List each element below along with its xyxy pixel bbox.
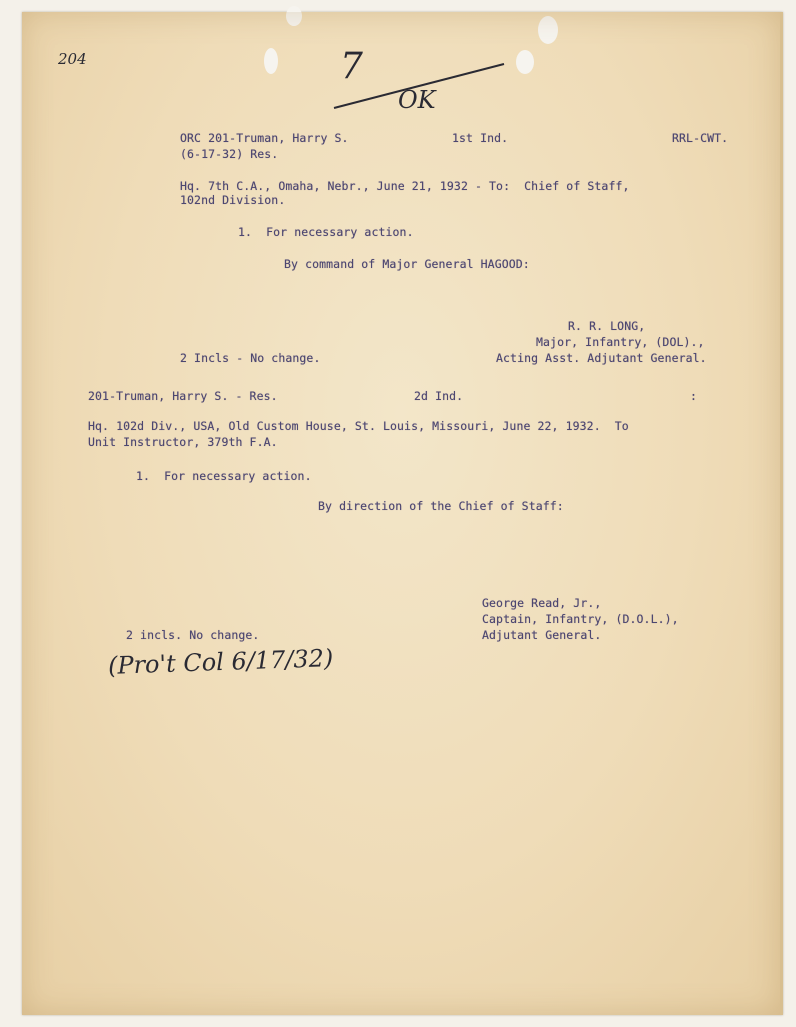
first-ind-signature-name: R. R. LONG,: [568, 319, 646, 333]
second-ind-signature-title: Adjutant General.: [482, 628, 602, 642]
first-ind-enclosures: 2 Incls - No change.: [180, 351, 321, 365]
annotation-number: 7: [340, 46, 363, 87]
document-page: [22, 12, 783, 1015]
second-ind-heading-line1: Hq. 102d Div., USA, Old Custom House, St. Louis, Missouri, June 22, 1932. To: [88, 419, 629, 433]
first-ind-file-ref: ORC 201-Truman, Harry S.: [180, 131, 349, 145]
second-ind-paragraph-1: 1. For necessary action.: [136, 469, 312, 483]
first-ind-paragraph-1: 1. For necessary action.: [238, 225, 414, 239]
second-ind-label: 2d Ind.: [414, 389, 464, 403]
second-ind-signature-rank: Captain, Infantry, (D.O.L.),: [482, 612, 679, 626]
annotation-strike-line: [22, 12, 780, 132]
first-ind-heading-line2: 102nd Division.: [180, 193, 286, 207]
second-ind-colon: :: [690, 389, 698, 403]
first-ind-signature-title: Acting Asst. Adjutant General.: [496, 351, 707, 365]
first-ind-command-line: By command of Major General HAGOOD:: [284, 257, 530, 271]
second-ind-heading-line2: Unit Instructor, 379th F.A.: [88, 435, 278, 449]
first-ind-label: 1st Ind.: [452, 131, 509, 145]
second-ind-file-ref: 201-Truman, Harry S. - Res.: [88, 389, 278, 403]
first-ind-signature-rank: Major, Infantry, (DOL).,: [536, 335, 705, 349]
second-ind-enclosures: 2 incls. No change.: [126, 628, 260, 642]
handwritten-note: (Pro't Col 6/17/32): [107, 644, 334, 680]
second-ind-direction-line: By direction of the Chief of Staff:: [318, 499, 564, 513]
first-ind-heading-line1: Hq. 7th C.A., Omaha, Nebr., June 21, 1932 - To: Chief of Staff,: [180, 179, 630, 193]
first-ind-initials: RRL-CWT.: [672, 131, 729, 145]
second-ind-signature-name: George Read, Jr.,: [482, 596, 602, 610]
page-number: 204: [58, 50, 87, 68]
first-ind-date-line: (6-17-32) Res.: [180, 147, 279, 161]
annotation-ok: OK: [398, 86, 436, 114]
